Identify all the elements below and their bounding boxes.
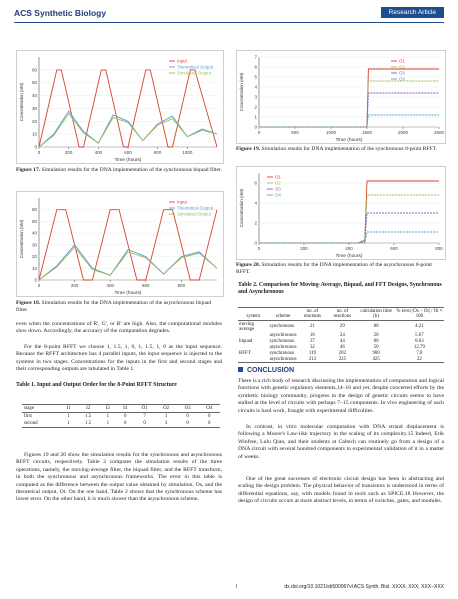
legend-entry: O3: [399, 70, 405, 76]
table-2-cell: 900: [372, 350, 380, 356]
table-1-cell: 7: [143, 414, 146, 419]
legend-entry: Theoretical Output: [177, 64, 214, 70]
legend-entry: Simulated Output: [177, 70, 211, 76]
series-line-o2: [259, 192, 439, 243]
right-paragraph-3: One of the great successes of electronic circuit design has been in abstracting and scaling the design problem. The physical behavior of transistors is understood in terms of differential equations, say, with models found in tools such as SPICE.18 However, the design of circuits occurs at more abstract levels, in terms of switches, gates, and modules.: [238, 476, 444, 505]
table-1-cell: 1: [164, 414, 168, 419]
table-1-cell: 1.5: [77, 420, 99, 428]
table-2-header-cell: no. of reactions: [327, 308, 357, 321]
table-2-cell: 37: [309, 338, 315, 344]
table-2-cell: 44: [339, 338, 345, 344]
y-tick-label: 50: [31, 218, 37, 224]
legend-entry: Input: [177, 199, 187, 205]
y-tick-label: 5: [254, 74, 257, 80]
table-1-header-cell: O2: [155, 405, 177, 413]
y-tick-label: 0: [34, 144, 37, 150]
table-1-cell: 1: [106, 414, 110, 419]
series-line-theoretical-output: [39, 245, 217, 280]
table-2-title: Table 2. Comparison for Moving-Average, Biquad, and FFT Designs, Synchronous and Asynchronous: [238, 282, 442, 296]
table-2-cell: 21: [309, 324, 315, 329]
x-tick-label: 800: [177, 283, 186, 288]
table-2-cell: 7.8: [416, 350, 423, 356]
y-axis-label: Concentration (nM): [19, 82, 24, 122]
y-axis-label: Concentration (nM): [239, 188, 244, 228]
table-1-header-cell: O4: [198, 405, 220, 413]
figure-18-chart: [16, 191, 224, 297]
table-2-cell: 16: [309, 332, 315, 338]
x-tick-label: 0: [257, 130, 261, 135]
table-2-cell: 80: [373, 324, 379, 329]
figure-18-caption-text: Simulation results for the DNA implementation of the asynchronous biquad filter.: [16, 300, 212, 314]
y-tick-label: 20: [31, 254, 37, 260]
table-2-header-cell: calculation time (h): [357, 308, 394, 321]
y-tick-label: 10: [31, 131, 37, 137]
x-axis-label: Time (hours): [335, 254, 363, 259]
table-row: [22, 420, 220, 428]
y-tick-label: 0: [34, 277, 37, 283]
table-row: [238, 321, 444, 333]
y-axis-label: Concentration (nM): [19, 219, 24, 259]
table-2-cell: 22: [395, 356, 444, 363]
table-2-cell: 225: [327, 356, 357, 363]
table-2: [238, 307, 444, 363]
table-1-header-row: [22, 405, 220, 413]
table-2-cell: 119: [308, 350, 316, 356]
table-1-title: Table 1. Input and Output Order for the 8-Point RFFT Structure: [16, 382, 177, 388]
table-2-cell: 46: [339, 344, 345, 350]
figure-18-caption-label: Figure 18.: [16, 300, 41, 306]
doi-citation: dx.doi.org/10.1021/sb500067vl ACS Synth. Biol. XXXX, XXX, XXX−XXX: [284, 584, 444, 590]
table-1-cell: 1: [60, 420, 77, 428]
figure-17-caption: [16, 167, 222, 174]
y-tick-label: 6: [254, 64, 257, 70]
table-1-cell: 3: [155, 420, 177, 428]
chart-svg: [237, 51, 445, 143]
table-2-cell: RFFT: [239, 350, 251, 356]
x-tick-label: 1500: [361, 130, 373, 135]
series-line-o2: [259, 81, 439, 127]
table-2-header-cell: no. of reactants: [297, 308, 327, 321]
table-2-cell: asynchronous: [269, 356, 297, 362]
y-tick-label: 50: [31, 80, 37, 86]
x-tick-label: 500: [291, 130, 299, 135]
conclusion-heading: [238, 367, 294, 374]
legend-entry: Input: [177, 58, 187, 64]
header-rule: [14, 22, 444, 23]
y-tick-label: 1: [254, 114, 257, 120]
table-2-cell: 12.79: [413, 344, 425, 350]
x-tick-label: 800: [435, 246, 443, 251]
y-tick-label: 10: [31, 265, 37, 271]
left-paragraph-1: even when the concentrations of R', G', or B' are high. Also, the computational modules slow down. Accordingly, the accuracy of the computation degrades.: [16, 321, 222, 335]
series-line-theoretical-output: [39, 111, 217, 147]
table-1-header-cell: I4: [117, 405, 134, 413]
table-1-cell: 1.5: [85, 414, 92, 419]
y-tick-label: 20: [31, 118, 37, 124]
table-2-cell: asynchronous: [269, 332, 297, 338]
table-1-cell: 1: [99, 420, 116, 428]
legend-entry: O2: [275, 180, 281, 186]
table-2-cell: 29: [339, 324, 345, 329]
y-tick-label: 2: [254, 220, 257, 226]
table-2-cell: 213: [297, 356, 327, 363]
table-2-header-cell: system: [238, 308, 269, 321]
table-2-cell: 425: [357, 356, 394, 363]
y-tick-label: 40: [31, 93, 37, 99]
table-1-header-cell: O3: [177, 405, 199, 413]
table-2-cell: asynchronous: [269, 344, 297, 350]
series-line-o3: [259, 93, 439, 127]
table-2-cell: 24: [339, 332, 345, 338]
table-1-header-cell: I1: [60, 405, 77, 413]
y-tick-label: 4: [254, 84, 257, 90]
series-line-o4: [259, 232, 439, 243]
section-marker-icon: [238, 367, 243, 372]
legend-entry: O1: [275, 174, 281, 180]
y-axis-label: Concentration (nM): [239, 72, 244, 112]
series-line-simulated-output: [39, 114, 217, 147]
x-tick-label: 200: [300, 246, 308, 251]
table-2-cell: moving average: [239, 321, 255, 332]
table-row: [22, 413, 220, 421]
figure-20-chart: [236, 166, 446, 260]
left-paragraph-2: For the 8-point RFFT we choose 1, 1.5, 1, 0, 1, 1.5, 1, 0 as the input sequence. Because the RFFT architecture has 4 parallel inputs, the input sequence is injected to the systems in two stages. Concentrations for the inputs in the first and second stages and their corresponding outputs are tabulated in Table 1.: [16, 344, 222, 373]
x-axis-label: Time (hours): [114, 291, 142, 296]
table-2-cell: synchronous: [269, 350, 295, 356]
legend-entry: O3: [275, 186, 281, 192]
series-line-o1: [259, 69, 439, 127]
x-tick-label: 1000: [325, 130, 337, 135]
legend-entry: O1: [399, 58, 405, 64]
table-1-cell: first: [24, 414, 32, 419]
page-header: [14, 8, 444, 22]
series-line-simulated-output: [39, 247, 217, 280]
chart-svg: [17, 51, 223, 163]
legend-entry: O4: [399, 76, 405, 82]
table-2-cell: 20: [373, 332, 379, 338]
legend-entry: O2: [399, 64, 405, 70]
table-1-cell: 0: [123, 414, 127, 419]
table-1-header-cell: O1: [134, 405, 156, 413]
legend-entry: Simulated Output: [177, 211, 211, 217]
table-2-cell: 5.67: [415, 332, 424, 338]
x-tick-label: 0: [37, 283, 41, 288]
left-paragraph-3: Figures 19 and 20 show the simulation results for the synchronous and asynchronous RFFT circuits, respectively. Table 2 compares the simulation results of the three operations, namely, the moving-average filter, the biquad filter, and the RFFT transform, in both the synchronous and asynchronous frameworks. The error in this table is computed as the difference between the output value obtained by simulation, Os, and the theoretical output, Ot. On the one hand, Table 2 shows that the synchronous scheme has lower error. On the other hand, it is much slower than the asynchronous scheme.: [16, 452, 222, 503]
y-tick-label: 30: [31, 242, 37, 248]
x-tick-label: 1000: [182, 150, 193, 155]
table-2-cell: synchronous: [269, 338, 295, 344]
y-tick-label: 40: [31, 230, 37, 236]
figure-19-caption-label: Figure 19.: [236, 146, 261, 152]
figure-17-caption-text: Simulation results for the DNA implementation of the synchronous biquad filter.: [41, 167, 222, 173]
table-2-cell: 32: [309, 344, 315, 350]
table-2-header-cell: scheme: [269, 308, 298, 321]
x-tick-label: 0: [37, 150, 41, 155]
table-2-cell: 4.21: [415, 324, 424, 329]
y-tick-label: 4: [254, 200, 257, 206]
legend-entry: O4: [275, 192, 281, 198]
x-tick-label: 400: [345, 246, 353, 251]
table-2-cell: 80: [373, 338, 379, 344]
figure-20-caption-text: Simulation results for the DNA implementation of the asynchronous 8-point RFFT.: [236, 262, 432, 276]
y-tick-label: 6: [254, 180, 257, 186]
journal-name: ACS Synthetic Biology: [14, 8, 107, 18]
y-tick-label: 3: [254, 94, 257, 100]
table-1-cell: 0: [207, 414, 211, 419]
series-line-o1: [259, 181, 439, 243]
table-2-header-cell: % error |Os − Ot| / Ot × 100: [396, 309, 443, 319]
x-tick-label: 200: [70, 283, 79, 288]
figure-17-chart: [16, 50, 224, 164]
table-1-cell: 0: [177, 420, 199, 428]
table-1-cell: 0: [186, 414, 189, 419]
table-1-cell: second: [22, 420, 60, 428]
figure-19-chart: [236, 50, 446, 144]
table-1-cell: 0: [134, 420, 156, 428]
series-line-o3: [259, 213, 439, 243]
table-2-cell: 202: [338, 350, 347, 356]
page-number: I: [236, 584, 238, 590]
table-2-header-row: [238, 308, 444, 321]
table-1-header-cell: stage: [22, 405, 60, 413]
table-1-cell: 0: [117, 420, 134, 428]
x-tick-label: 400: [94, 150, 103, 155]
right-paragraph-2: In contrast, in vitro molecular computation with DNA strand displacement is following a Moore's Law-like trajectory in the scaling of its complexity.15 Indeed, Erik Winfree, Lulu Qian, and their students at Caltech can routinely go from a design of a DNA circuit with several hundred components to experimental validation of it in a matter of weeks.: [238, 424, 444, 460]
x-tick-label: 600: [142, 283, 150, 288]
article-type-badge: Research Article: [381, 7, 444, 18]
x-tick-label: 600: [124, 150, 132, 155]
y-tick-label: 0: [254, 124, 257, 130]
y-tick-label: 30: [31, 105, 37, 111]
y-tick-label: 7: [254, 54, 257, 60]
x-tick-label: 600: [390, 246, 398, 251]
table-1-header-cell: I3: [99, 405, 116, 413]
figure-19-caption: [236, 146, 444, 153]
x-tick-label: 800: [153, 150, 162, 155]
figure-18-caption: [16, 300, 222, 314]
chart-svg: [237, 167, 445, 259]
figure-17-caption-label: Figure 17.: [16, 167, 41, 173]
y-tick-label: 0: [254, 240, 257, 246]
table-1-cell: 0: [198, 420, 220, 428]
x-tick-label: 2500: [433, 130, 445, 135]
x-axis-label: Time (hours): [335, 138, 363, 143]
legend-entry: Theoretical Output: [177, 205, 214, 211]
figure-19-caption-text: Simulation results for DNA implementation of the synchronous 8-point RFFT.: [261, 146, 438, 152]
x-tick-label: 400: [106, 283, 114, 288]
table-1-cell: 1: [67, 414, 70, 419]
figure-20-caption-label: Figure 20.: [236, 262, 261, 268]
y-tick-label: 60: [31, 67, 37, 73]
table-1-header-cell: I2: [77, 405, 99, 413]
table-1: [22, 404, 220, 428]
table-2-cell: 8.63: [415, 338, 424, 344]
y-tick-label: 60: [31, 207, 37, 213]
y-tick-label: 2: [254, 104, 257, 110]
x-tick-label: 0: [257, 246, 261, 251]
chart-svg: [17, 192, 223, 296]
table-2-cell: biquad: [239, 338, 253, 344]
x-axis-label: Time (hours): [114, 158, 142, 163]
conclusion-title: CONCLUSION: [247, 367, 295, 374]
figure-20-caption: [236, 262, 444, 276]
x-tick-label: 200: [64, 150, 73, 155]
x-tick-label: 2000: [397, 130, 409, 135]
table-2-cell: [238, 356, 269, 363]
right-paragraph-1: There is a rich body of research discussing the implementation of computation and logical functions with genetic regulatory elements,14–16 and yet, despite concerted efforts by the synthetic biology community, progress in the design of genetic circuits seems to have stalled at the level of circuits with perhaps 7–15 components. In vivo engineering of such circuits is hard work, fraught with experimental difficulties.: [238, 378, 444, 414]
table-row: [238, 356, 444, 363]
table-2-cell: synchronous: [269, 324, 295, 329]
table-2-cell: 50: [373, 344, 379, 350]
